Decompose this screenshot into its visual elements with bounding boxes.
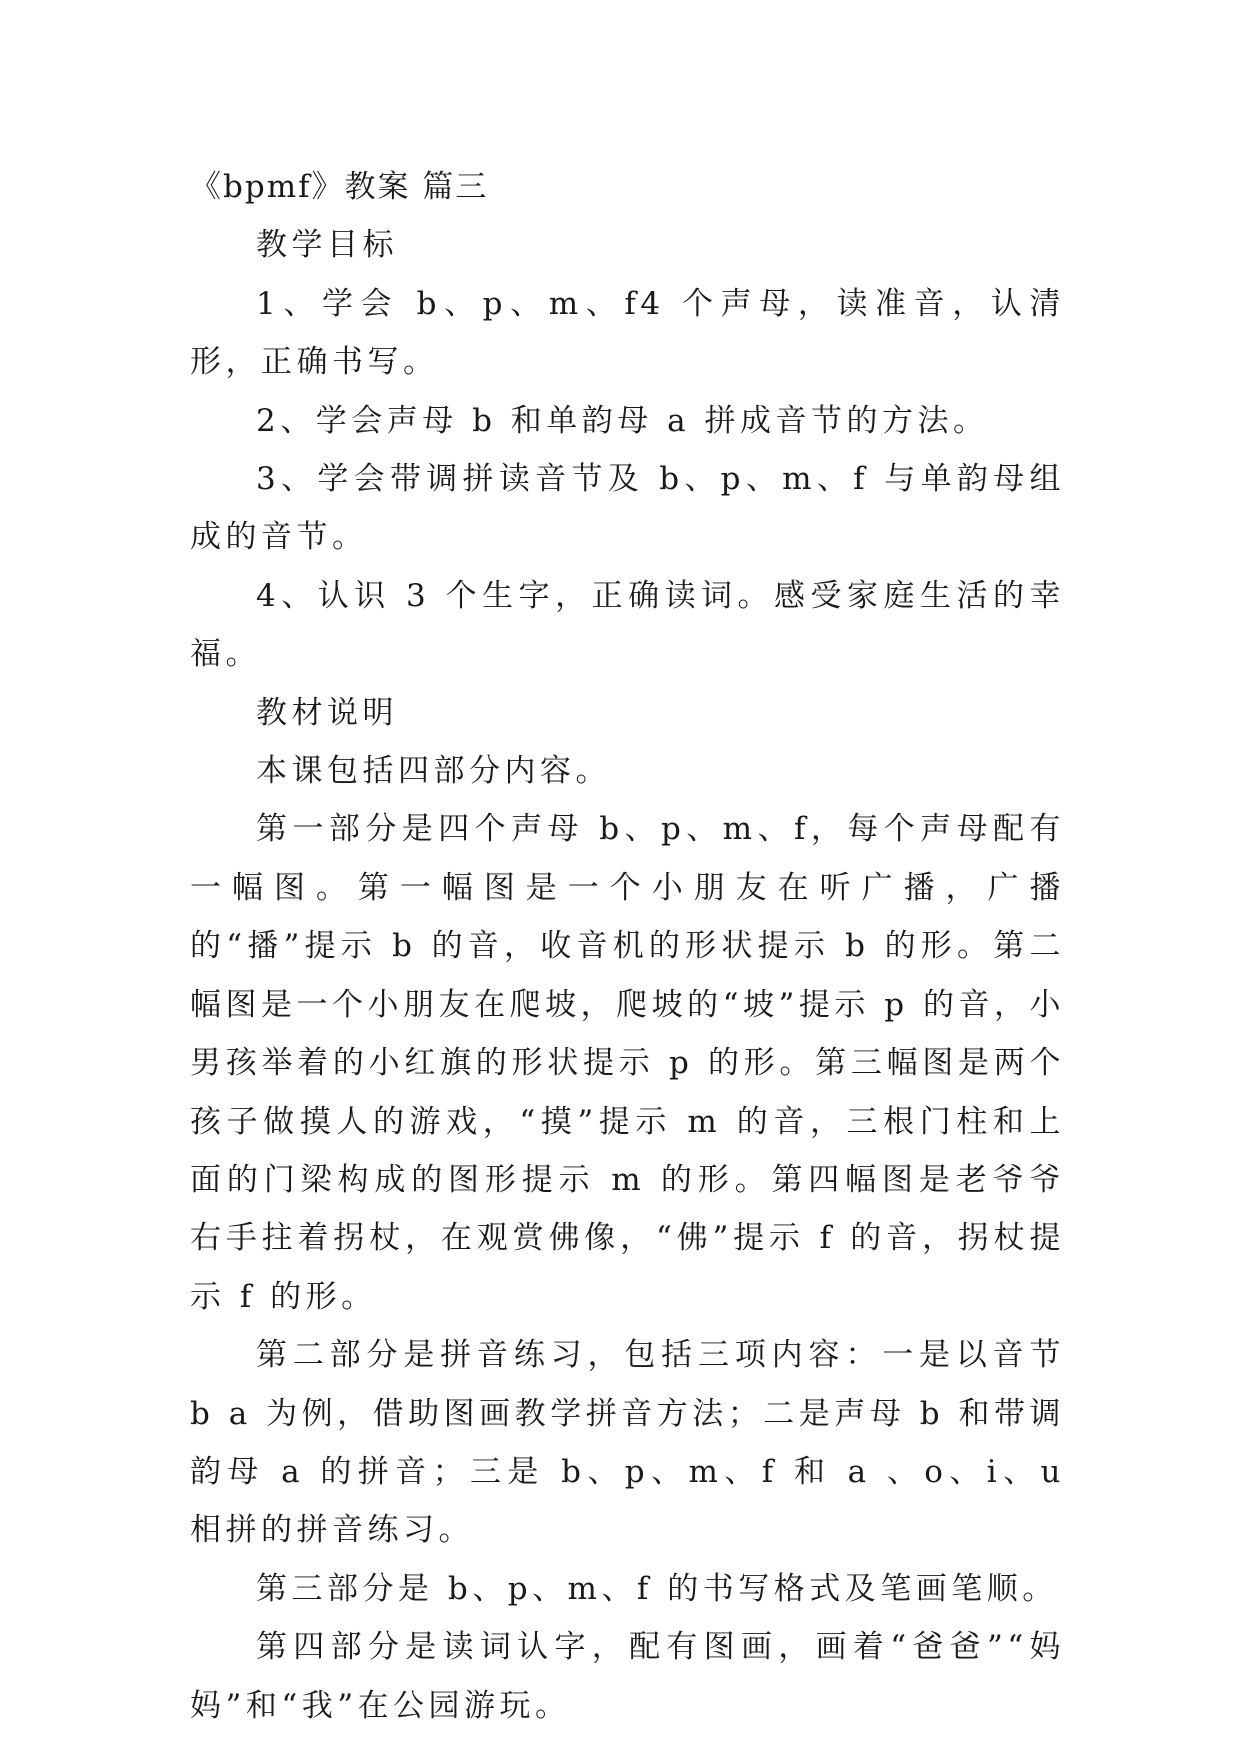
body-paragraph: 本课包括四部分内容。	[256, 753, 611, 790]
section-heading-teaching-goals: 教学目标	[256, 227, 398, 264]
document-body	[190, 158, 1065, 1735]
document-title: 《bpmf》教案 篇三	[190, 169, 489, 205]
body-paragraph-part-three: 第三部分是 b、p、m、f 的书写格式及笔画笔顺。	[256, 1570, 1058, 1607]
section-heading-material: 教材说明	[256, 694, 398, 731]
goal-item-4: 4、认识 3 个生字，正确读词。感受家庭生活的幸福。	[190, 577, 1065, 673]
goal-item-1: 1、学会 b、p、m、f4 个声母，读准音，认清形，正确书写。	[190, 285, 1065, 381]
goal-item-2: 2、学会声母 b 和单韵母 a 拼成音节的方法。	[256, 402, 989, 439]
body-paragraph-part-four: 第四部分是读词认字，配有图画，画着“爸爸”“妈妈”和“我”在公园游玩。	[190, 1629, 1065, 1724]
body-paragraph-part-two: 第二部分是拼音练习，包括三项内容：一是以音节 b a 为例，借助图画教学拼音方法；二是声母 b 和带调韵母 a 的拼音；三是 b、p、m、f 和 a 、o、i、u 相拼的拼音练习。	[190, 1337, 1065, 1549]
goal-item-3: 3、学会带调拼读音节及 b、p、m、f 与单韵母组成的音节。	[190, 461, 1065, 556]
body-paragraph-part-one: 第一部分是四个声母 b、p、m、f，每个声母配有一幅图。第一幅图是一个小朋友在听广播，广播的“播”提示 b 的音，收音机的形状提示 b 的形。第二幅图是一个小朋友在爬坡，爬坡的“坡”提示 p 的音，小男孩举着的小红旗的形状提示 p 的形。第三幅图是两个孩子做摸人的游戏，“摸”提示 m 的音，三根门柱和上面的门梁构成的图形提示 m 的形。第四幅图是老爷爷右手拄着拐杖，在观赏佛像，“佛”提示 f 的音，拐杖提示 f 的形。	[190, 811, 1065, 1315]
